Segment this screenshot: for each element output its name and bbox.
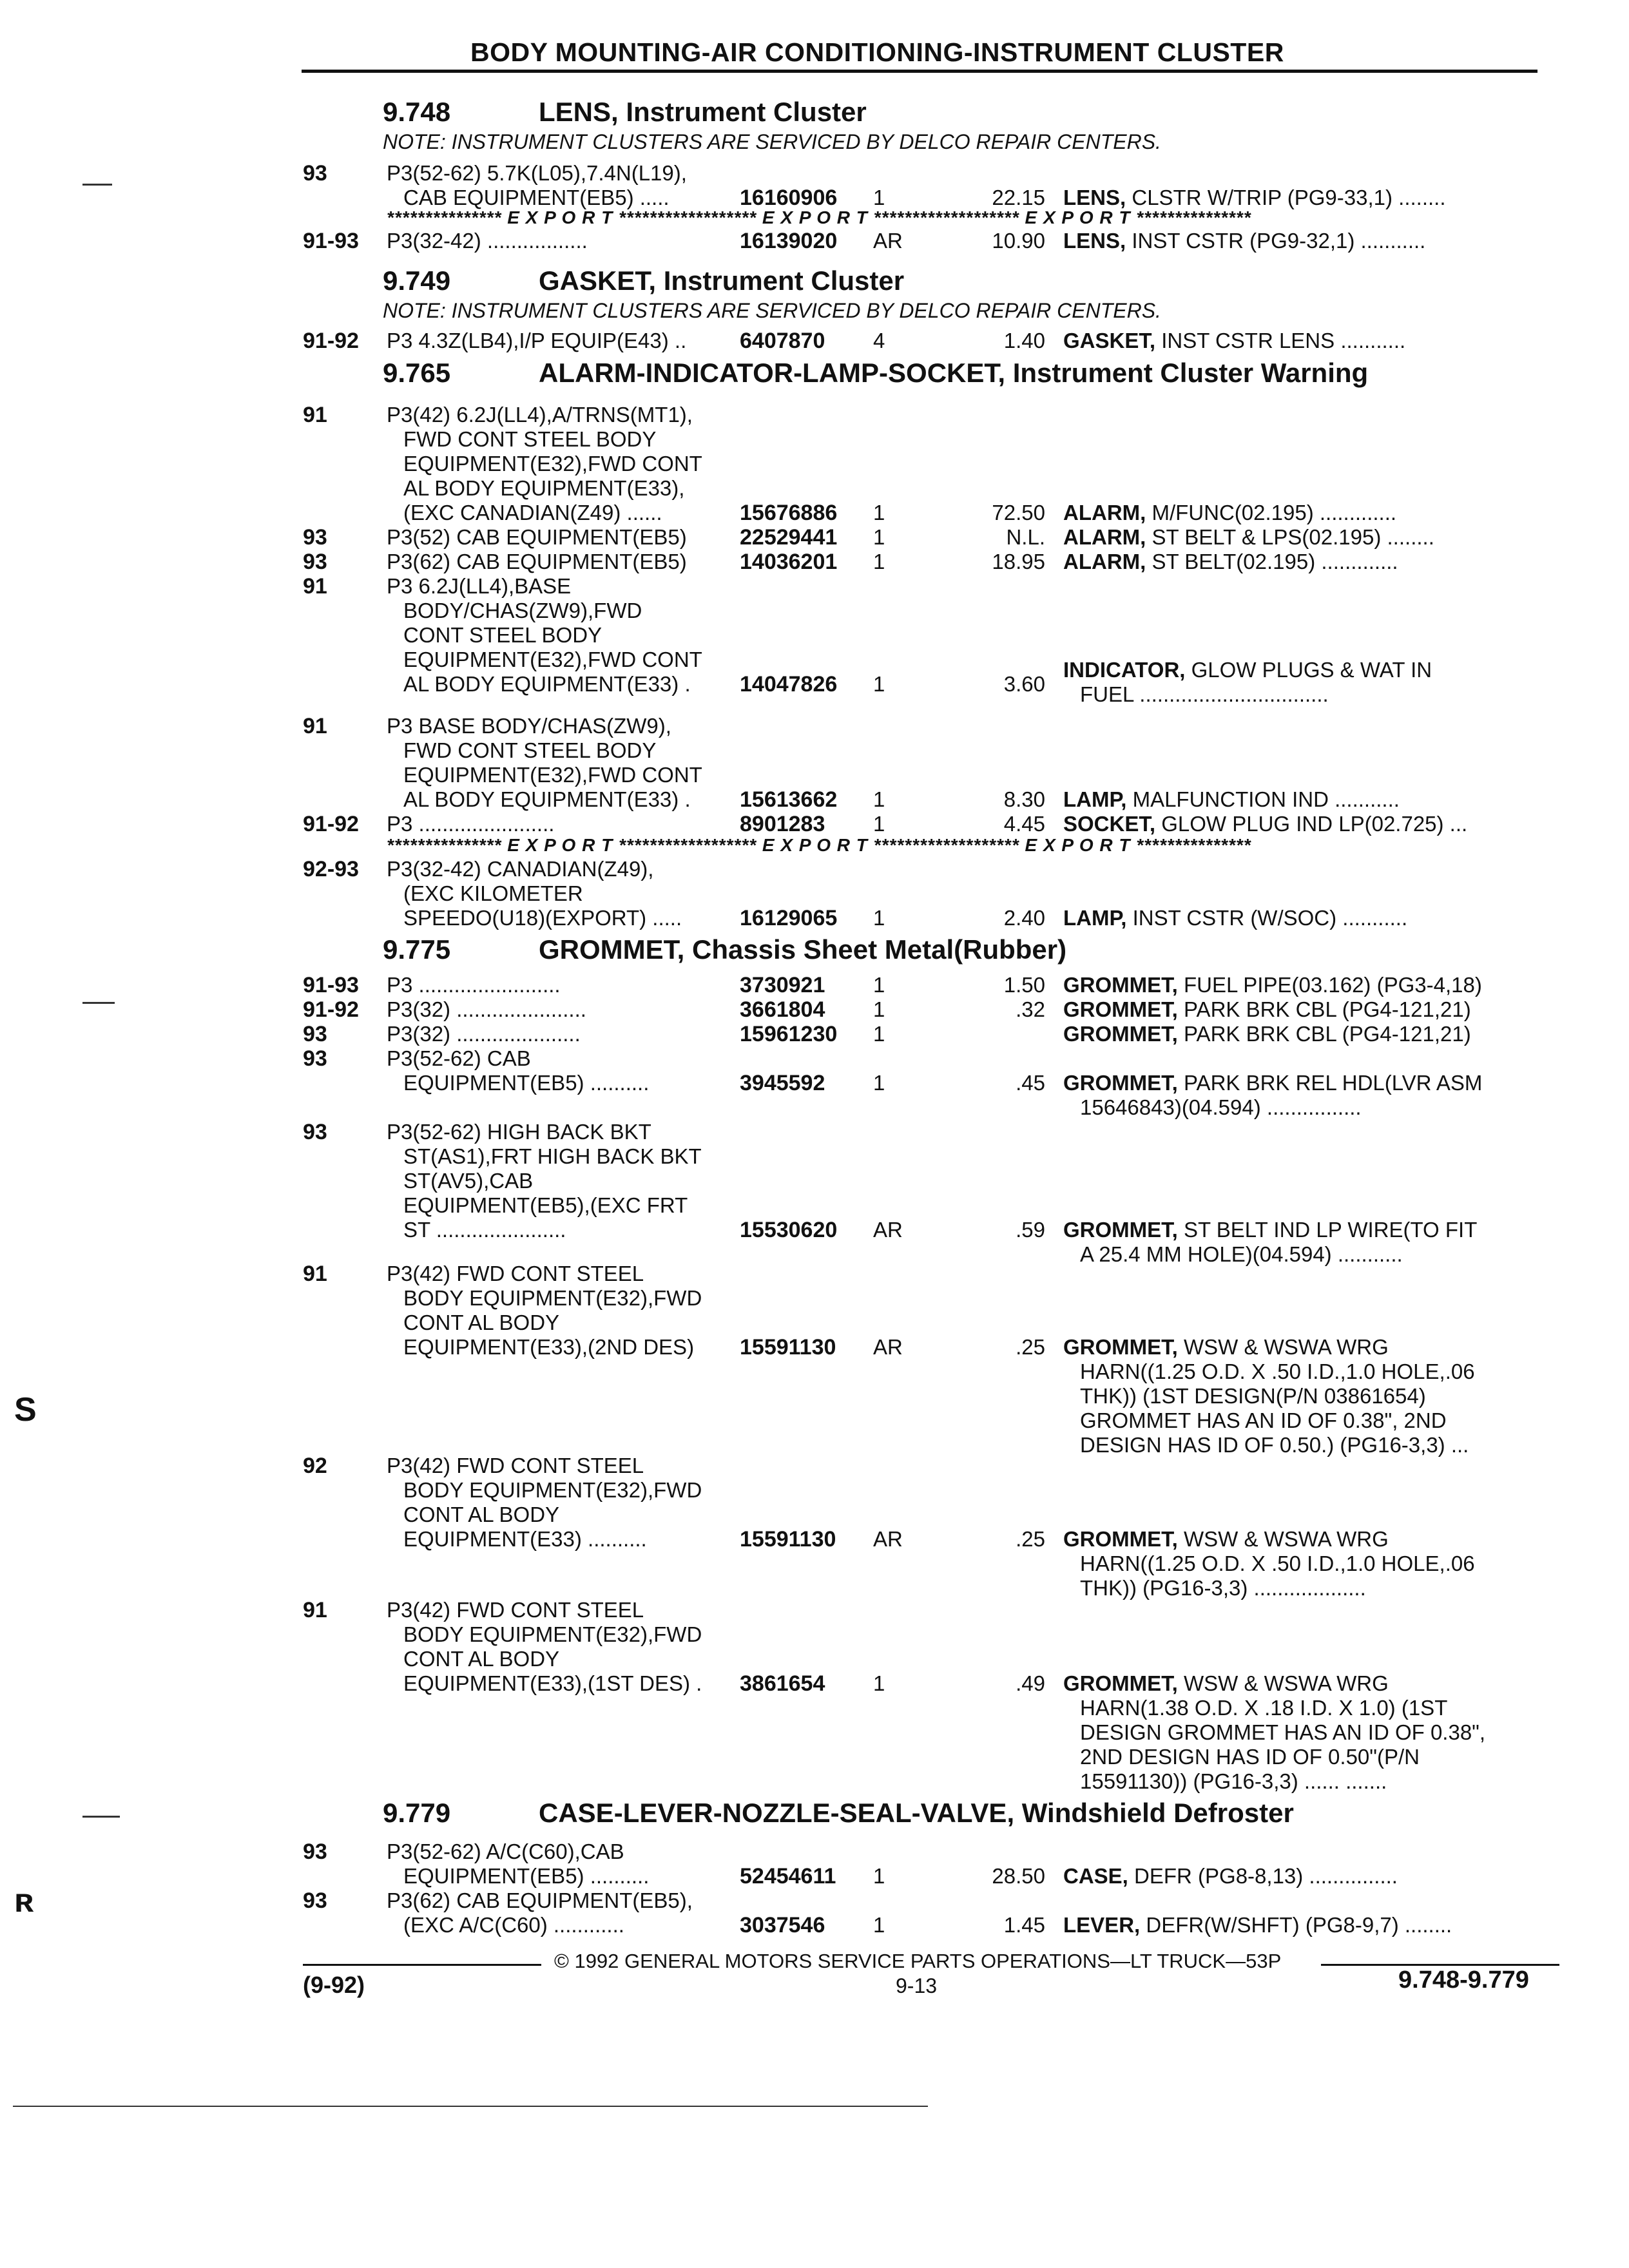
application-desc: P3(62) CAB EQUIPMENT(EB5), (EXC A/C(C60) ............ bbox=[387, 1888, 693, 1937]
margin-glyph: ʀ bbox=[14, 1882, 34, 1919]
footer-rule-right bbox=[1321, 1964, 1559, 1966]
section-note: NOTE: INSTRUMENT CLUSTERS ARE SERVICED BY DELCO REPAIR CENTERS. bbox=[383, 299, 1161, 322]
quantity: 1 bbox=[873, 1671, 885, 1695]
model-year: 91 bbox=[303, 1598, 327, 1622]
part-number: 16139020 bbox=[740, 229, 838, 253]
quantity: 1 bbox=[873, 1913, 885, 1937]
application-desc: P3(52) CAB EQUIPMENT(EB5) bbox=[387, 525, 687, 549]
price: 28.50 bbox=[992, 1864, 1045, 1888]
price: 1.40 bbox=[1003, 329, 1045, 352]
model-year: 93 bbox=[303, 1120, 327, 1144]
part-number: 14047826 bbox=[740, 672, 838, 697]
section-number: 9.765 bbox=[383, 358, 451, 388]
quantity: 1 bbox=[873, 787, 885, 811]
section-number: 9.779 bbox=[383, 1798, 451, 1828]
price: 72.50 bbox=[992, 501, 1045, 524]
application-desc: P3(42) 6.2J(LL4),A/TRNS(MT1), FWD CONT STEEL BODY EQUIPMENT(E32),FWD CONT AL BODY EQUIPMENT(E33), (EXC CANADIAN(Z49) ...... bbox=[387, 403, 702, 524]
margin-dash bbox=[82, 184, 112, 186]
price: 1.50 bbox=[1003, 973, 1045, 997]
price: N.L. bbox=[1006, 525, 1045, 549]
quantity: AR bbox=[873, 1527, 903, 1551]
export-divider: *************** E X P O R T ****************** E X P O R T ******************* E X P O R T *************** bbox=[387, 835, 1251, 855]
quantity: 1 bbox=[873, 1022, 885, 1046]
application-desc: P3 6.2J(LL4),BASE BODY/CHAS(ZW9),FWD CONT STEEL BODY EQUIPMENT(E32),FWD CONT AL BODY EQUIPMENT(E33) . bbox=[387, 574, 702, 696]
price: 22.15 bbox=[992, 186, 1045, 209]
application-desc: P3(42) FWD CONT STEEL BODY EQUIPMENT(E32),FWD CONT AL BODY EQUIPMENT(E33),(2ND DES) bbox=[387, 1262, 702, 1359]
model-year: 91-92 bbox=[303, 997, 359, 1022]
price: .49 bbox=[1016, 1671, 1045, 1695]
price: 3.60 bbox=[1003, 672, 1045, 696]
model-year: 91 bbox=[303, 574, 327, 599]
application-desc: P3 ....................... bbox=[387, 812, 555, 836]
application-desc: P3 ........................ bbox=[387, 973, 561, 997]
part-name: ALARM, ST BELT & LPS(02.195) ........ bbox=[1063, 525, 1434, 549]
model-year: 92 bbox=[303, 1454, 327, 1478]
price: 10.90 bbox=[992, 229, 1045, 253]
part-number: 16160906 bbox=[740, 186, 838, 210]
section-number: 9.775 bbox=[383, 934, 451, 965]
quantity: AR bbox=[873, 229, 903, 253]
application-desc: P3(52-62) A/C(C60),CAB EQUIPMENT(EB5) .......... bbox=[387, 1840, 650, 1888]
part-number: 16129065 bbox=[740, 906, 838, 930]
price: .59 bbox=[1016, 1218, 1045, 1242]
part-number: 15591130 bbox=[740, 1527, 836, 1552]
part-name: GROMMET, FUEL PIPE(03.162) (PG3-4,18) bbox=[1063, 973, 1482, 997]
model-year: 93 bbox=[303, 1840, 327, 1864]
model-year: 91-92 bbox=[303, 812, 359, 836]
page-number: 9-13 bbox=[896, 1974, 938, 1997]
application-desc: P3(32-42) ................. bbox=[387, 229, 588, 253]
application-desc: P3(32-42) CANADIAN(Z49), (EXC KILOMETER SPEEDO(U18)(EXPORT) ..... bbox=[387, 857, 682, 930]
part-name: LENS, INST CSTR (PG9-32,1) ........... bbox=[1063, 229, 1426, 253]
application-desc: P3(52-62) 5.7K(L05),7.4N(L19), CAB EQUIPMENT(EB5) ..... bbox=[387, 161, 687, 209]
part-number: 15530620 bbox=[740, 1218, 838, 1242]
part-name: LENS, CLSTR W/TRIP (PG9-33,1) ........ bbox=[1063, 186, 1446, 209]
price: 8.30 bbox=[1003, 787, 1045, 811]
footer-rule-left bbox=[303, 1964, 541, 1966]
part-number: 14036201 bbox=[740, 550, 838, 574]
part-name: INDICATOR, GLOW PLUGS & WAT IN FUEL ................................ bbox=[1063, 658, 1432, 706]
application-desc: P3(42) FWD CONT STEEL BODY EQUIPMENT(E32),FWD CONT AL BODY EQUIPMENT(E33),(1ST DES) . bbox=[387, 1598, 702, 1695]
section-title: CASE-LEVER-NOZZLE-SEAL-VALVE, Windshield Defroster bbox=[539, 1798, 1294, 1828]
quantity: 1 bbox=[873, 1071, 885, 1095]
model-year: 93 bbox=[303, 1022, 327, 1046]
quantity: 1 bbox=[873, 525, 885, 549]
model-year: 92-93 bbox=[303, 857, 359, 881]
application-desc: P3(52-62) CAB EQUIPMENT(EB5) .......... bbox=[387, 1046, 650, 1095]
price: .25 bbox=[1016, 1527, 1045, 1551]
part-number: 3861654 bbox=[740, 1671, 825, 1696]
model-year: 93 bbox=[303, 1046, 327, 1071]
quantity: AR bbox=[873, 1218, 903, 1242]
margin-glyph: S bbox=[14, 1391, 37, 1428]
part-number: 15613662 bbox=[740, 787, 838, 812]
quantity: AR bbox=[873, 1335, 903, 1359]
model-year: 91-92 bbox=[303, 329, 359, 353]
quantity: 1 bbox=[873, 672, 885, 696]
part-number: 22529441 bbox=[740, 525, 838, 550]
application-desc: P3(42) FWD CONT STEEL BODY EQUIPMENT(E32),FWD CONT AL BODY EQUIPMENT(E33) .......... bbox=[387, 1454, 702, 1551]
quantity: 1 bbox=[873, 997, 885, 1021]
part-name: LAMP, INST CSTR (W/SOC) ........... bbox=[1063, 906, 1408, 930]
section-number: 9.749 bbox=[383, 265, 451, 296]
price: 18.95 bbox=[992, 550, 1045, 573]
model-year: 93 bbox=[303, 161, 327, 186]
section-range: 9.748-9.779 bbox=[1398, 1966, 1529, 1994]
part-number: 15961230 bbox=[740, 1022, 838, 1046]
part-name: GROMMET, PARK BRK CBL (PG4-121,21) bbox=[1063, 997, 1471, 1021]
model-year: 91-93 bbox=[303, 229, 359, 253]
quantity: 1 bbox=[873, 186, 885, 209]
part-number: 6407870 bbox=[740, 329, 825, 353]
model-year: 93 bbox=[303, 1888, 327, 1913]
section-title: GASKET, Instrument Cluster bbox=[539, 265, 905, 296]
model-year: 91 bbox=[303, 1262, 327, 1286]
part-name: GROMMET, WSW & WSWA WRG HARN(1.38 O.D. X .18 I.D. X 1.0) (1ST DESIGN GROMMET HAS AN ID OF 0.38", 2ND DESIGN HAS ID OF 0.50"(P/N 15591130)) (PG16-3,3) ...... ....... bbox=[1063, 1671, 1486, 1793]
part-number: 15676886 bbox=[740, 501, 838, 525]
model-year: 93 bbox=[303, 550, 327, 574]
model-year: 91-93 bbox=[303, 973, 359, 997]
part-name: ALARM, ST BELT(02.195) ............. bbox=[1063, 550, 1398, 573]
part-name: LAMP, MALFUNCTION IND ........... bbox=[1063, 787, 1400, 811]
application-desc: P3(62) CAB EQUIPMENT(EB5) bbox=[387, 550, 687, 573]
margin-dash bbox=[82, 1816, 120, 1818]
title-rule bbox=[302, 70, 1537, 73]
part-number: 3730921 bbox=[740, 973, 825, 997]
part-number: 3945592 bbox=[740, 1071, 825, 1095]
section-title: ALARM-INDICATOR-LAMP-SOCKET, Instrument Cluster Warning bbox=[539, 358, 1369, 388]
part-number: 3661804 bbox=[740, 997, 825, 1022]
scan-edge-line bbox=[13, 2106, 928, 2107]
page-title: BODY MOUNTING-AIR CONDITIONING-INSTRUMENT CLUSTER bbox=[470, 37, 1284, 67]
part-name: SOCKET, GLOW PLUG IND LP(02.725) ... bbox=[1063, 812, 1468, 836]
part-name: GASKET, INST CSTR LENS ........... bbox=[1063, 329, 1406, 352]
part-name: GROMMET, PARK BRK CBL (PG4-121,21) bbox=[1063, 1022, 1471, 1046]
part-name: GROMMET, ST BELT IND LP WIRE(TO FIT A 25.4 MM HOLE)(04.594) ........... bbox=[1063, 1218, 1478, 1266]
section-note: NOTE: INSTRUMENT CLUSTERS ARE SERVICED BY DELCO REPAIR CENTERS. bbox=[383, 130, 1161, 153]
quantity: 1 bbox=[873, 812, 885, 836]
price: .25 bbox=[1016, 1335, 1045, 1359]
application-desc: P3 4.3Z(LB4),I/P EQUIP(E43) .. bbox=[387, 329, 687, 352]
quantity: 1 bbox=[873, 1864, 885, 1888]
quantity: 1 bbox=[873, 973, 885, 997]
part-name: CASE, DEFR (PG8-8,13) ............... bbox=[1063, 1864, 1398, 1888]
price: 1.45 bbox=[1003, 1913, 1045, 1937]
quantity: 1 bbox=[873, 550, 885, 573]
quantity: 1 bbox=[873, 906, 885, 930]
application-desc: P3(32) ...................... bbox=[387, 997, 586, 1021]
quantity: 1 bbox=[873, 501, 885, 524]
model-year: 93 bbox=[303, 525, 327, 550]
price: 2.40 bbox=[1003, 906, 1045, 930]
revision-date: (9-92) bbox=[303, 1972, 365, 1998]
application-desc: P3(52-62) HIGH BACK BKT ST(AS1),FRT HIGH BACK BKT ST(AV5),CAB EQUIPMENT(EB5),(EXC FRT ST ...................... bbox=[387, 1120, 702, 1242]
application-desc: P3(32) ..................... bbox=[387, 1022, 581, 1046]
export-divider: *************** E X P O R T ****************** E X P O R T ******************* E X P O R T *************** bbox=[387, 207, 1251, 227]
application-desc: P3 BASE BODY/CHAS(ZW9), FWD CONT STEEL BODY EQUIPMENT(E32),FWD CONT AL BODY EQUIPMENT(E33) . bbox=[387, 714, 702, 811]
part-name: LEVER, DEFR(W/SHFT) (PG8-9,7) ........ bbox=[1063, 1913, 1452, 1937]
margin-dash bbox=[82, 1002, 115, 1004]
quantity: 4 bbox=[873, 329, 885, 352]
section-title: LENS, Instrument Cluster bbox=[539, 97, 867, 127]
part-name: ALARM, M/FUNC(02.195) ............. bbox=[1063, 501, 1397, 524]
part-name: GROMMET, WSW & WSWA WRG HARN((1.25 O.D. X .50 I.D.,1.0 HOLE,.06 THK)) (PG16-3,3) ................... bbox=[1063, 1527, 1475, 1600]
price: 4.45 bbox=[1003, 812, 1045, 836]
price: .45 bbox=[1016, 1071, 1045, 1095]
part-name: GROMMET, PARK BRK REL HDL(LVR ASM 15646843)(04.594) ................ bbox=[1063, 1071, 1483, 1119]
part-number: 3037546 bbox=[740, 1913, 825, 1937]
part-number: 15591130 bbox=[740, 1335, 836, 1360]
part-name: GROMMET, WSW & WSWA WRG HARN((1.25 O.D. X .50 I.D.,1.0 HOLE,.06 THK)) (1ST DESIGN(P/N 03861654) GROMMET HAS AN ID OF 0.38", 2ND DESIGN HAS ID OF 0.50.) (PG16-3,3) ... bbox=[1063, 1335, 1475, 1457]
model-year: 91 bbox=[303, 403, 327, 427]
model-year: 91 bbox=[303, 714, 327, 738]
copyright: © 1992 GENERAL MOTORS SERVICE PARTS OPERATIONS—LT TRUCK—53P bbox=[554, 1950, 1282, 1972]
part-number: 52454611 bbox=[740, 1864, 836, 1888]
part-number: 8901283 bbox=[740, 812, 825, 836]
section-title: GROMMET, Chassis Sheet Metal(Rubber) bbox=[539, 934, 1067, 965]
price: .32 bbox=[1016, 997, 1045, 1021]
section-number: 9.748 bbox=[383, 97, 451, 127]
